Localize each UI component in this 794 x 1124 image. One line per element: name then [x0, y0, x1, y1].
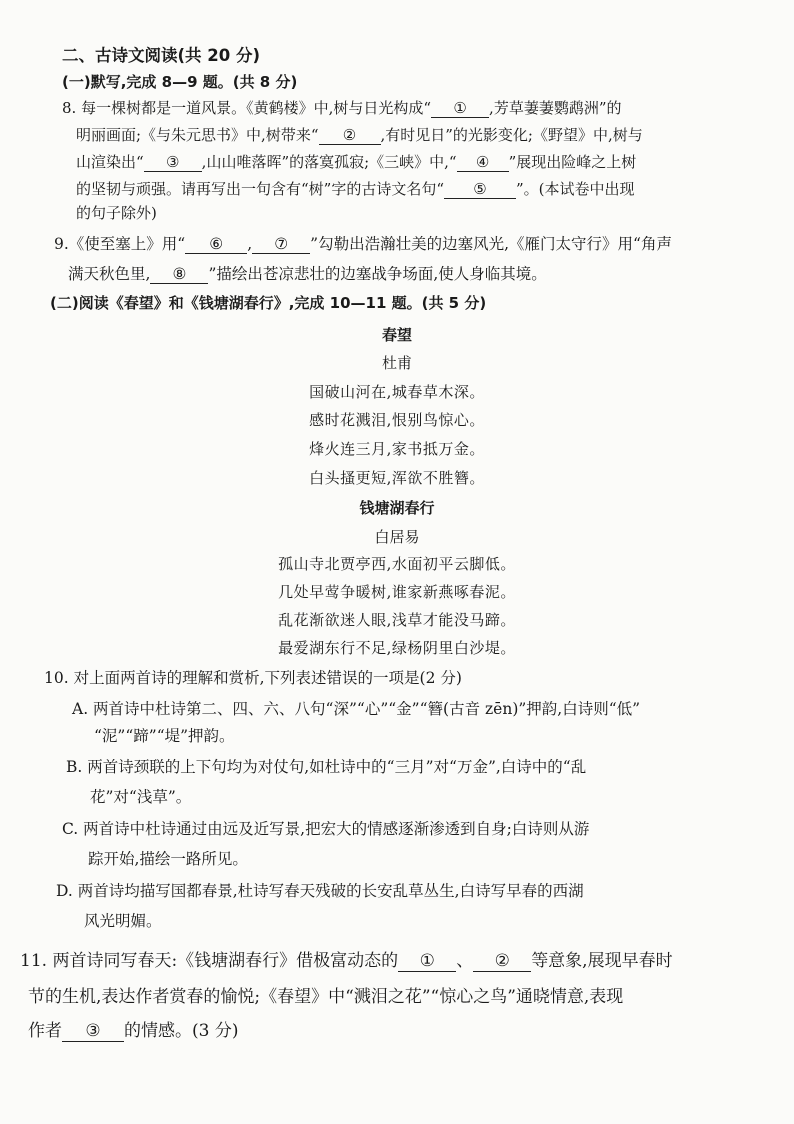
- blank-5[interactable]: ⑤: [444, 180, 516, 199]
- poem1-line: 白头搔更短,浑欲不胜簪。: [309, 469, 485, 487]
- poem1-title: 春望: [381, 326, 412, 344]
- option-b[interactable]: B. 两首诗颈联的上下句均为对仗句,如杜诗中的“三月”对“万金”,白诗中的“乱: [66, 758, 587, 776]
- option-c-cont: 踪开始,描绘一路所见。: [88, 850, 248, 868]
- q9-text: 《使至塞上》用“: [68, 235, 186, 253]
- option-d[interactable]: D. 两首诗均描写国都春景,杜诗写春天残破的长安乱草丛生,白诗写早春的西湖: [56, 882, 584, 900]
- q8-line-3: [76, 151, 636, 172]
- q8-text: 的坚韧与顽强。请再写出一句含有“树”字的古诗文名句“: [76, 180, 445, 198]
- poem1-line: 感时花溅泪,恨别鸟惊心。: [309, 411, 485, 429]
- blank-6[interactable]: ⑥: [185, 235, 247, 254]
- q11-text: 等意象,展现早春时: [531, 951, 673, 971]
- q8-line-5: 的句子除外): [76, 204, 157, 222]
- q8-text: ,山山唯落晖”的落寞孤寂;《三峡》中,“: [201, 153, 457, 171]
- poem2-line: 几处早莺争暖树,谁家新燕啄春泥。: [278, 583, 516, 601]
- q11-line-3: [28, 1016, 238, 1042]
- q9-text: ”勾勒出浩瀚壮美的边塞风光,《雁门太守行》用“角声: [310, 235, 672, 253]
- poem1-line: 烽火连三月,家书抵万金。: [309, 440, 485, 458]
- q9-line-1: [54, 232, 672, 254]
- q8-line-1: [62, 97, 621, 118]
- q8-text: ”。(本试卷中出现: [516, 180, 635, 198]
- option-b-cont: 花”对“浅草”。: [90, 788, 192, 806]
- q9-text: 满天秋色里,: [68, 265, 151, 283]
- q8-text: 明丽画面;《与朱元思书》中,树带来“: [76, 126, 319, 144]
- q8-line-4: [76, 178, 635, 199]
- poem2-line: 最爱湖东行不足,绿杨阴里白沙堤。: [278, 639, 516, 657]
- q10-text: 对上面两首诗的理解和赏析,下列表述错误的一项是(2 分): [73, 669, 462, 687]
- q8-text: 山渲染出“: [76, 153, 144, 171]
- q9-text: ”描绘出苍凉悲壮的边塞战争场面,使人身临其境。: [208, 265, 547, 283]
- option-a[interactable]: A. 两首诗中杜诗第二、四、六、八句“深”“心”“金”“簪(古音 zēn)”押韵,白诗则“低”: [72, 700, 641, 718]
- q11-text: 、: [456, 951, 474, 971]
- q9-number: 9.: [54, 235, 69, 253]
- q8-number: 8.: [62, 99, 77, 117]
- option-d-cont: 风光明媚。: [84, 912, 162, 930]
- q11-blank-2[interactable]: ②: [473, 951, 531, 972]
- blank-7[interactable]: ⑦: [252, 235, 310, 254]
- blank-3[interactable]: ③: [144, 153, 202, 172]
- blank-2[interactable]: ②: [319, 126, 381, 145]
- q8-text: ,有时见日”的光影变化;《野望》中,树与: [380, 126, 643, 144]
- q11-line-1: [20, 946, 673, 972]
- q11-text: 的情感。(3 分): [124, 1021, 239, 1041]
- part2-title: (二)阅读《春望》和《钱塘湖春行》,完成 10—11 题。(共 5 分): [50, 294, 487, 312]
- q9-line-2: [68, 262, 547, 284]
- q8-line-2: [76, 124, 643, 145]
- q8-text: ”展现出险峰之上树: [508, 153, 637, 171]
- q11-number: 11.: [20, 951, 48, 971]
- section-title: 二、古诗文阅读(共 20 分): [62, 46, 261, 65]
- q10-stem: [44, 666, 462, 688]
- blank-8[interactable]: ⑧: [150, 265, 208, 284]
- blank-1[interactable]: ①: [431, 99, 489, 118]
- poem2-line: 乱花渐欲迷人眼,浅草才能没马蹄。: [278, 611, 516, 629]
- q9-text: ,: [247, 235, 253, 253]
- poem2-title: 钱塘湖春行: [359, 499, 435, 517]
- q11-text: 两首诗同写春天:《钱塘湖春行》借极富动态的: [52, 951, 399, 971]
- q11-text: 作者: [28, 1021, 62, 1041]
- poem2-author: 白居易: [374, 528, 420, 546]
- poem2-line: 孤山寺北贾亭西,水面初平云脚低。: [278, 555, 516, 573]
- option-c[interactable]: C. 两首诗中杜诗通过由远及近写景,把宏大的情感逐渐渗透到自身;白诗则从游: [62, 820, 590, 838]
- q11-line-2: 节的生机,表达作者赏春的愉悦;《春望》中“溅泪之花”“惊心之鸟”通晓情意,表现: [28, 987, 624, 1007]
- q8-text: ,芳草萋萋鹦鹉洲”的: [489, 99, 622, 117]
- blank-4[interactable]: ④: [457, 153, 509, 172]
- poem1-line: 国破山河在,城春草木深。: [309, 383, 485, 401]
- q11-blank-1[interactable]: ①: [398, 951, 456, 972]
- poem1-author: 杜甫: [381, 354, 412, 372]
- option-a-cont: “泥”“蹄”“堤”押韵。: [94, 727, 235, 745]
- q8-text: 每一棵树都是一道风景。《黄鹤楼》中,树与日光构成“: [81, 99, 432, 117]
- part1-title: (一)默写,完成 8—9 题。(共 8 分): [62, 73, 298, 91]
- q10-number: 10.: [44, 669, 69, 687]
- q11-blank-3[interactable]: ③: [62, 1021, 124, 1042]
